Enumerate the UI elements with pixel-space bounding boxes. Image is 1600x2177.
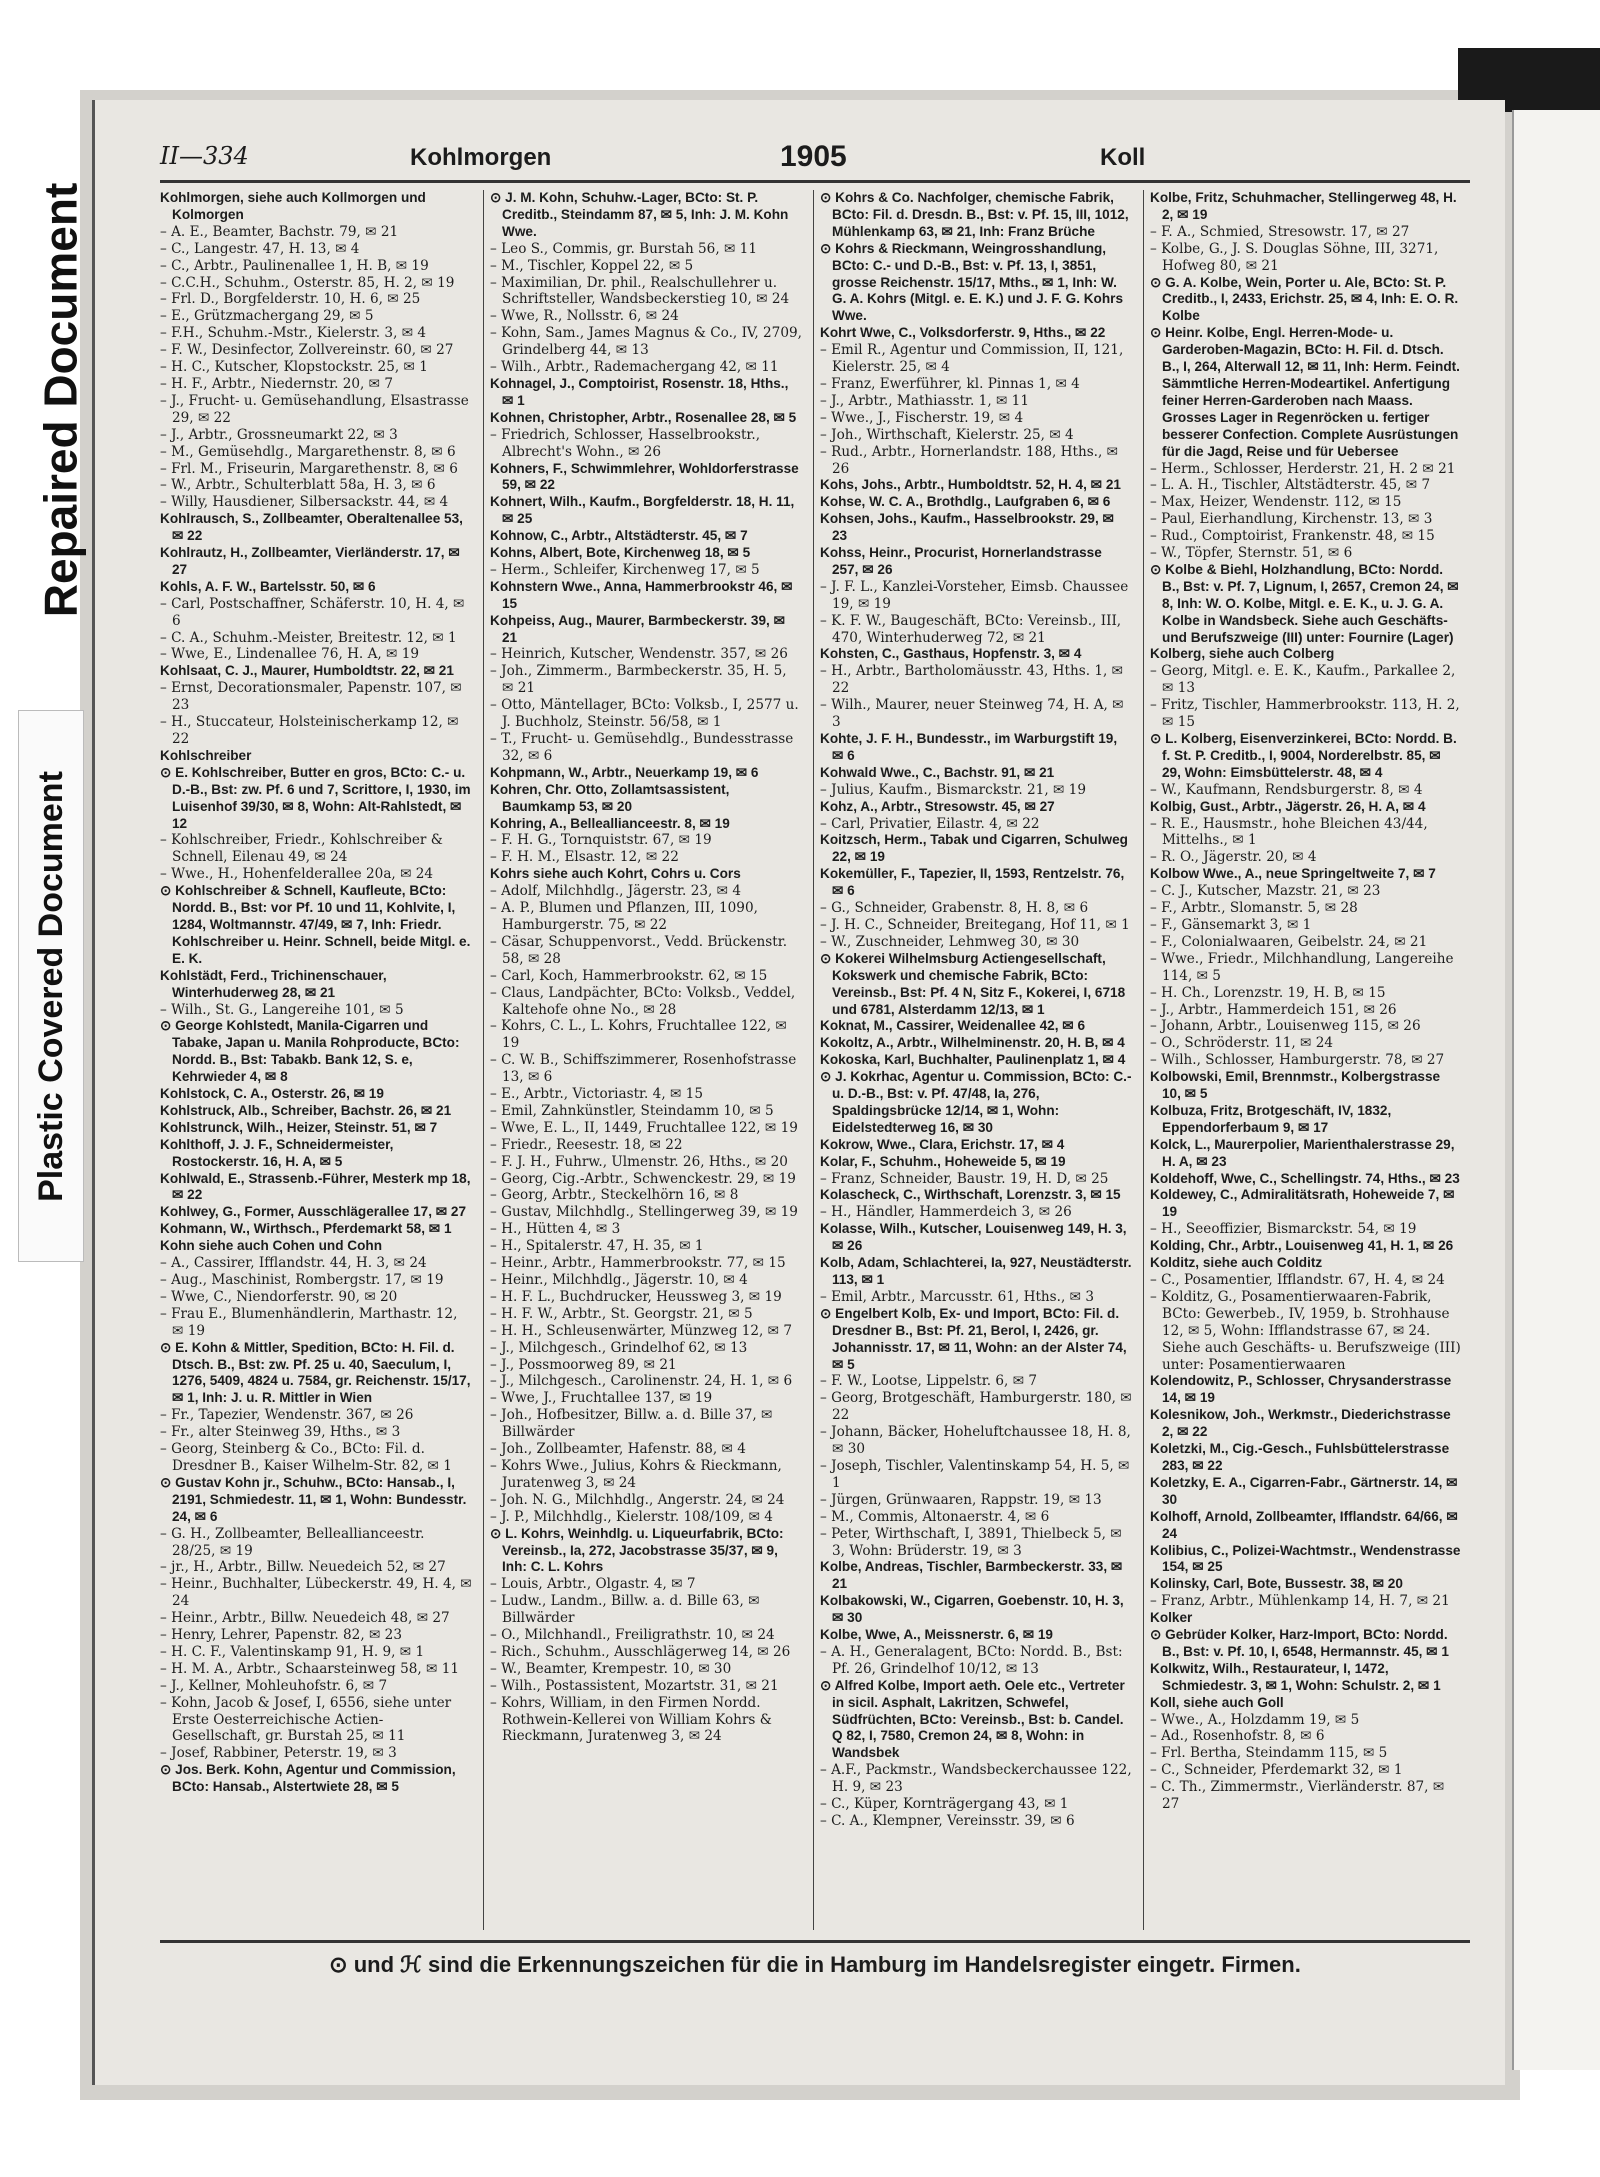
directory-entry: – F. A., Schmied, Stresowstr. 17, ✉ 27 bbox=[1150, 223, 1410, 240]
directory-entry: – T., Frucht- u. Gemüsehdlg., Bundesstrasse 32, ✉ 6 bbox=[490, 731, 794, 764]
directory-entry: Kolascheck, C., Wirthschaft, Lorenzstr. 3, ✉ 15 bbox=[820, 1187, 1121, 1203]
directory-entry: – H., Hütten 4, ✉ 3 bbox=[490, 1221, 621, 1238]
directory-entry: – Carl, Privatier, Eilastr. 4, ✉ 22 bbox=[820, 815, 1040, 832]
column-4 bbox=[1150, 190, 1462, 1930]
directory-entry: – Kohn, Sam., James Magnus & Co., IV, 2709, Grindelberg 44, ✉ 13 bbox=[490, 325, 802, 359]
directory-entry: – Heinr., Milchhdlg., Jägerstr. 10, ✉ 4 bbox=[490, 1272, 748, 1288]
directory-entry: ⊙ G. A. Kolbe, Wein, Porter u. Ale, BCto: St. P. Creditb., I, 2433, Erichstr. 25, ✉ 4, Inh: E. O. R. Kolbe bbox=[1150, 274, 1459, 324]
directory-entry: – Georg, Steinberg & Co., BCto: Fil. d. Dresdner B., Kaiser Wilhelm-Str. 82, ✉ 1 bbox=[160, 1441, 452, 1474]
directory-entry: – Wilh., Postassistent, Mozartstr. 31, ✉ 21 bbox=[490, 1677, 779, 1694]
directory-entry: – G. H., Zollbeamter, Belleallianceestr. 28/25, ✉ 19 bbox=[160, 1525, 425, 1559]
directory-entry: – J., Kellner, Mohleuhofstr. 6, ✉ 7 bbox=[160, 1677, 388, 1694]
directory-entry: – Peter, Wirthschaft, I, 3891, Thielbeck 5, ✉ 3, Wohn: Brüderstr. 19, ✉ 3 bbox=[820, 1525, 1122, 1559]
directory-entry: Kohz, A., Arbtr., Stresowstr. 45, ✉ 27 bbox=[820, 798, 1055, 814]
directory-entry: – Aug., Maschinist, Rombergstr. 17, ✉ 19 bbox=[160, 1272, 444, 1288]
directory-entry: – H. H., Schleusenwärter, Münzweg 12, ✉ 7 bbox=[490, 1322, 793, 1339]
directory-entry: – Herm., Schlosser, Herderstr. 21, H. 2 ✉ 21 bbox=[1150, 460, 1456, 477]
directory-entry: Kolbig, Gust., Arbtr., Jägerstr. 26, H. A, ✉ 4 bbox=[1150, 798, 1426, 814]
directory-entry: – H., Händler, Hammerdeich 3, ✉ 26 bbox=[820, 1204, 1072, 1221]
column-divider bbox=[1143, 190, 1144, 1930]
directory-entry: ⊙ George Kohlstedt, Manila-Cigarren und Tabake, Japan u. Manila Rohproducte, BCto: Nordd. B., Bst: Tabakb. Bank 12, S. e, Kehrwieder 4, ✉ 8 bbox=[160, 1018, 460, 1085]
directory-entry: – Wwe., Friedr., Milchhandlung, Langereihe 114, ✉ 5 bbox=[1150, 950, 1454, 984]
directory-entry: – C., Küper, Kornträgergang 43, ✉ 1 bbox=[820, 1796, 1069, 1813]
directory-entry: – J. H. C., Schneider, Breitegang, Hof 11, ✉ 1 bbox=[820, 916, 1130, 933]
directory-entry: – H. F. L., Buchdrucker, Heussweg 3, ✉ 19 bbox=[490, 1288, 782, 1305]
directory-entry: Kohlschreiber bbox=[160, 747, 252, 763]
directory-entry: Kohwald Wwe., C., Bachstr. 91, ✉ 21 bbox=[820, 764, 1055, 780]
directory-entry: – Heinrich, Kutscher, Wendenstr. 357, ✉ 26 bbox=[490, 646, 788, 663]
directory-entry: Kokrow, Wwe., Clara, Erichstr. 17, ✉ 4 bbox=[820, 1136, 1065, 1152]
directory-entry: Koldehoff, Wwe, C., Schellingstr. 74, Hths., ✉ 23 bbox=[1150, 1170, 1460, 1186]
directory-entry: – R. E., Hausmstr., hohe Bleichen 43/44, Mittelhs., ✉ 1 bbox=[1150, 815, 1428, 849]
directory-entry: ⊙ Heinr. Kolbe, Engl. Herren-Mode- u. Garderoben-Magazin, BCto: H. Fil. d. Dtsch. B., I, 264, Alterwall 12, ✉ 11, Inh: Herm. Feindt. Sämmtliche Herren-Modeartikel. Anfertigung feiner Herren-Garderoben nach Maass. Grosses Lager in Regenröcken u. fertiger besserer Confection. Complete Ausrüstungen für die Jagd, Reise und für Uebersee bbox=[1150, 325, 1460, 459]
directory-entry: – Rud., Comptoirist, Frankenstr. 48, ✉ 15 bbox=[1150, 528, 1435, 545]
directory-entry: – Kolbe, G., J. S. Douglas Söhne, III, 3271, Hofweg 80, ✉ 21 bbox=[1150, 240, 1439, 274]
directory-entry: – Johann, Bäcker, Hoheluftchaussee 18, H. 8, ✉ 30 bbox=[820, 1424, 1131, 1458]
column-2 bbox=[490, 190, 802, 1930]
directory-entry: – Emil R., Agentur und Commission, II, 121, Kielerstr. 25, ✉ 4 bbox=[820, 342, 1124, 376]
directory-entry: ⊙ Kohrs & Rieckmann, Weingrosshandlung, BCto: C.- und D.-B., Bst: v. Pf. 13, I, 3851, grosse Reichenstr. 15/17, Mths., ✉ 1, Inh: W. G. A. Kohrs (Mitgl. e. E. K.) und J. F. G. Kohrs Wwe. bbox=[820, 240, 1124, 324]
directory-entry: – C., Langestr. 47, H. 13, ✉ 4 bbox=[160, 240, 360, 257]
directory-entry: – Otto, Mäntellager, BCto: Volksb., I, 2577 u. J. Buchholz, Steinstr. 56/58, ✉ 1 bbox=[490, 697, 799, 731]
directory-entry: – H., Seeoffizier, Bismarckstr. 54, ✉ 19 bbox=[1150, 1221, 1417, 1238]
directory-entry: – Julius, Kaufm., Bismarckstr. 21, ✉ 19 bbox=[820, 781, 1086, 798]
directory-entry: Kolbow Wwe., A., neue Springeltweite 7, ✉ 7 bbox=[1150, 866, 1436, 882]
directory-entry: ⊙ E. Kohlschreiber, Butter en gros, BCto: C.- u. D.-B., Bst: zw. Pf. 6 und 7, Scrittore, I, 1930, im Luisenhof 39/30, ✉ 8, Wohn: Alt-Rahlstedt, ✉ 12 bbox=[160, 764, 471, 831]
directory-entry: – C. Th., Zimmermstr., Vierländerstr. 87, ✉ 27 bbox=[1150, 1779, 1445, 1813]
directory-entry: – Kohrs, C. L., L. Kohrs, Fruchtallee 122, ✉ 19 bbox=[490, 1018, 787, 1052]
directory-entry: – Jürgen, Grünwaaren, Rappstr. 19, ✉ 13 bbox=[820, 1491, 1102, 1508]
directory-entry: – Leo S., Commis, gr. Burstah 56, ✉ 11 bbox=[490, 240, 757, 257]
directory-entry: Kohnstern Wwe., Anna, Hammerbrookstr 46, ✉ 15 bbox=[490, 578, 793, 611]
directory-entry: Kohnow, C., Arbtr., Altstädterstr. 45, ✉ 7 bbox=[490, 528, 748, 544]
directory-entry: – Rich., Schuhm., Ausschlägerweg 14, ✉ 26 bbox=[490, 1643, 791, 1660]
directory-entry: Koletzki, M., Cig.-Gesch., Fuhlsbüttelerstrasse 283, ✉ 22 bbox=[1150, 1441, 1450, 1473]
directory-entry: – Wilh., Maurer, neuer Steinweg 74, H. A, ✉ 3 bbox=[820, 697, 1124, 731]
directory-entry: – Wwe, J., Fruchtallee 137, ✉ 19 bbox=[490, 1390, 713, 1407]
directory-entry: – M., Gemüsehdlg., Margarethenstr. 8, ✉ 6 bbox=[160, 443, 456, 460]
directory-entry: – Joh. N. G., Milchhdlg., Angerstr. 24, ✉ 24 bbox=[490, 1491, 785, 1508]
column-1 bbox=[160, 190, 472, 1930]
directory-entry: – Carl, Koch, Hammerbrookstr. 62, ✉ 15 bbox=[490, 967, 768, 984]
directory-entry: – F. H. G., Tornquiststr. 67, ✉ 19 bbox=[490, 832, 712, 849]
directory-entry: – Joh., Zollbeamter, Hafenstr. 88, ✉ 4 bbox=[490, 1441, 746, 1458]
directory-entry: – Adolf, Milchhdlg., Jägerstr. 23, ✉ 4 bbox=[490, 883, 741, 900]
directory-entry: Kohlwey, G., Former, Ausschlägerallee 17, ✉ 27 bbox=[160, 1204, 467, 1220]
directory-entry: Koitzsch, Herm., Tabak und Cigarren, Schulweg 22, ✉ 19 bbox=[820, 832, 1128, 865]
column-divider bbox=[813, 190, 814, 1930]
directory-entry: – F.H., Schuhm.-Mstr., Kielerstr. 3, ✉ 4 bbox=[160, 325, 427, 342]
directory-entry: – Friedrich, Schlosser, Hasselbrookstr., Albrecht's Wohn., ✉ 26 bbox=[490, 426, 761, 460]
directory-entry: Kohns, Albert, Bote, Kirchenweg 18, ✉ 5 bbox=[490, 545, 751, 561]
directory-entry: – C. W. B., Schiffszimmerer, Rosenhofstrasse 13, ✉ 6 bbox=[490, 1052, 797, 1086]
directory-entry: – W., Kaufmann, Rendsburgerstr. 8, ✉ 4 bbox=[1150, 781, 1423, 798]
directory-entry: – F., Gänsemarkt 3, ✉ 1 bbox=[1150, 916, 1312, 933]
directory-entry: ⊙ Kohlschreiber & Schnell, Kaufleute, BCto: Nordd. B., Bst: vor Pf. 10 und 11, Kohlvite, I, 1284, Woltmannstr. 47/49, ✉ 7, Inh: Friedr. Kohlschreiber u. Heinr. Schnell, beide Mitgl. e. E. K. bbox=[160, 883, 471, 966]
directory-entry: – Wwe, E., Lindenallee 76, H. A, ✉ 19 bbox=[160, 646, 420, 663]
directory-entry: – Heinr., Arbtr., Billw. Neuedeich 48, ✉ 27 bbox=[160, 1610, 450, 1627]
directory-entry: Kohpmann, W., Arbtr., Neuerkamp 19, ✉ 6 bbox=[490, 764, 759, 780]
column-3 bbox=[820, 190, 1132, 1930]
directory-entry: – H., Stuccateur, Holsteinischerkamp 12, ✉ 22 bbox=[160, 714, 459, 747]
directory-entry: – J. F. L., Kanzlei-Vorsteher, Eimsb. Chaussee 19, ✉ 19 bbox=[820, 578, 1129, 612]
directory-entry: – J., Milchgesch., Grindelhof 62, ✉ 13 bbox=[490, 1339, 748, 1356]
directory-entry: Kolbe, Fritz, Schuhmacher, Stellingerweg 48, H. 2, ✉ 19 bbox=[1150, 190, 1457, 222]
directory-entry: ⊙ J. M. Kohn, Schuhw.-Lager, BCto: St. P. Creditb., Steindamm 87, ✉ 5, Inh: J. M. Kohn Wwe. bbox=[490, 190, 789, 239]
directory-entry: – Franz, Arbtr., Mühlenkamp 14, H. 7, ✉ 21 bbox=[1150, 1593, 1450, 1610]
directory-entry: Kolberg, siehe auch Colberg bbox=[1150, 646, 1335, 662]
directory-entry: – Franz, Ewerführer, kl. Pinnas 1, ✉ 4 bbox=[820, 375, 1080, 392]
directory-entry: Kohlrausch, S., Zollbeamter, Oberaltenallee 53, ✉ 22 bbox=[160, 511, 463, 544]
directory-entry: – Max, Heizer, Wendenstr. 112, ✉ 15 bbox=[1150, 494, 1402, 511]
footer-note: ⊙ und ℋ sind die Erkennungszeichen für die in Hamburg im Handelsregister eingetr. Firmen. bbox=[329, 1952, 1301, 1977]
column-divider bbox=[483, 190, 484, 1930]
directory-entry: Kohren, Chr. Otto, Zollamtsassistent, Baumkamp 53, ✉ 20 bbox=[490, 781, 730, 814]
directory-entry: – C., Schneider, Pferdemarkt 32, ✉ 1 bbox=[1150, 1762, 1403, 1779]
directory-entry: Kohlstädt, Ferd., Trichinenschauer, Winterhuderweg 28, ✉ 21 bbox=[160, 967, 387, 1000]
directory-entry: – A. E., Beamter, Bachstr. 79, ✉ 21 bbox=[160, 223, 399, 240]
directory-entry: Kohring, A., Belleallianceestr. 8, ✉ 19 bbox=[490, 815, 730, 831]
directory-entry: – H. F., Arbtr., Niedernstr. 20, ✉ 7 bbox=[160, 375, 394, 392]
directory-entry: – C. A., Schuhm.-Meister, Breitestr. 12, ✉ 1 bbox=[160, 629, 457, 646]
directory-entry: Kolbe, Andreas, Tischler, Barmbeckerstr. 33, ✉ 21 bbox=[820, 1559, 1123, 1592]
directory-entry: – W., Zuschneider, Lehmweg 30, ✉ 30 bbox=[820, 933, 1080, 950]
last-headword: Koll bbox=[1100, 144, 1146, 171]
directory-entry: – F. J. H., Fuhrw., Ulmenstr. 26, Hths., ✉ 20 bbox=[490, 1153, 788, 1170]
directory-entry: ⊙ Alfred Kolbe, Import aeth. Oele etc., Vertreter in sicil. Asphalt, Lakritzen, Schwefel, Südfrüchten, BCto: Vereinsb., Bst: b. Candel. Q 82, I, 7580, Cremon 24, ✉ 8, Wohn: in Wandsbek bbox=[820, 1677, 1125, 1761]
directory-entry: – J., Possmoorweg 89, ✉ 21 bbox=[490, 1356, 677, 1373]
directory-entry: – Wilh., Schlosser, Hamburgerstr. 78, ✉ 27 bbox=[1150, 1052, 1445, 1069]
directory-entry: – W., Arbtr., Schulterblatt 58a, H. 3, ✉ 6 bbox=[160, 477, 436, 494]
directory-entry: – C. A., Klempner, Vereinsstr. 39, ✉ 6 bbox=[820, 1813, 1075, 1829]
directory-entry: – O., Milchhandl., Freiligrathstr. 10, ✉ 24 bbox=[490, 1627, 775, 1644]
directory-entry: – Heinr., Buchhalter, Lübeckerstr. 49, H. 4, ✉ 24 bbox=[160, 1576, 472, 1610]
directory-entry: – Frau E., Blumenhändlerin, Marthastr. 12, ✉ 19 bbox=[160, 1305, 458, 1339]
directory-entry: – M., Tischler, Koppel 22, ✉ 5 bbox=[490, 257, 694, 274]
directory-entry: Koknat, M., Cassirer, Weidenallee 42, ✉ 6 bbox=[820, 1018, 1085, 1034]
directory-entry: – Frl. D., Borgfelderstr. 10, H. 6, ✉ 25 bbox=[160, 291, 421, 308]
first-headword: Kohlmorgen bbox=[410, 144, 552, 171]
directory-entry: – Emil, Zahnkünstler, Steindamm 10, ✉ 5 bbox=[490, 1102, 774, 1119]
directory-entry: Kohlthoff, J. J. F., Schneidermeister, Rostockerstr. 16, H. A, ✉ 5 bbox=[160, 1136, 394, 1169]
directory-entry: Kolesnikow, Joh., Werkmstr., Diederichstrasse 2, ✉ 22 bbox=[1150, 1407, 1451, 1440]
directory-entry: Kohsen, Johs., Kaufm., Hasselbrookstr. 29, ✉ 23 bbox=[820, 511, 1114, 544]
directory-entry: Kolendowitz, P., Schlosser, Chrysanderstrasse 14, ✉ 19 bbox=[1150, 1373, 1452, 1406]
directory-entry: – Kolditz, G., Posamentierwaaren-Fabrik, BCto: Gewerbeb., IV, 1959, b. Strohhause 12, ✉ 5, Wohn: Ifflandstrasse 67, ✉ 24. Siehe auch Geschäfts- u. Berufszweige (III) unter: Posamentierwaaren bbox=[1150, 1288, 1461, 1373]
directory-entry: – Wwe, R., Nollsstr. 6, ✉ 24 bbox=[490, 308, 679, 325]
directory-entry: – Franz, Schneider, Baustr. 19, H. D, ✉ 25 bbox=[820, 1170, 1109, 1187]
directory-entry: Kolbuza, Fritz, Brotgeschäft, IV, 1832, Eppendorferbaum 9, ✉ 17 bbox=[1150, 1102, 1392, 1135]
directory-entry: – Herm., Schleifer, Kirchenweg 17, ✉ 5 bbox=[490, 561, 760, 578]
repaired-document-label: Repaired Document bbox=[34, 182, 86, 618]
directory-entry: Kohs, Johs., Arbtr., Humboldtstr. 52, H. 4, ✉ 21 bbox=[820, 477, 1121, 493]
directory-entry: Kolar, F., Schuhm., Hoheweide 5, ✉ 19 bbox=[820, 1153, 1066, 1169]
directory-entry: Kolbakowski, W., Cigarren, Goebenstr. 10, H. 3, ✉ 30 bbox=[820, 1593, 1124, 1626]
directory-entry: – R. O., Jägerstr. 20, ✉ 4 bbox=[1150, 849, 1317, 866]
directory-entry: – K. F. W., Baugeschäft, BCto: Vereinsb., III, 470, Winterhuderweg 72, ✉ 21 bbox=[820, 612, 1122, 646]
directory-entry: – Wilh., Arbtr., Rademachergang 42, ✉ 11 bbox=[490, 359, 779, 376]
directory-entry: – Georg, Arbtr., Steckelhörn 16, ✉ 8 bbox=[490, 1187, 739, 1204]
directory-entry: – Carl, Postschaffner, Schäferstr. 10, H. 4, ✉ 6 bbox=[160, 595, 465, 629]
directory-entry: – Ad., Rosenhofstr. 8, ✉ 6 bbox=[1150, 1728, 1325, 1745]
directory-entry: ⊙ L. Kohrs, Weinhdlg. u. Liqueurfabrik, BCto: Vereinsb., Ia, 272, Jacobstrasse 35/37, ✉ 9, Inh: C. L. Kohrs bbox=[490, 1525, 784, 1575]
header-rule bbox=[160, 180, 1470, 183]
directory-entry: ⊙ L. Kolberg, Eisenverzinkerei, BCto: Nordd. B. f. St. P. Creditb., I, 9004, Norderelbstr. 85, ✉ 29, Wohn: Eimsbüttelerstr. 48, ✉ 4 bbox=[1150, 731, 1457, 780]
directory-entry: – Kohlschreiber, Friedr., Kohlschreiber & Schnell, Eilenau 49, ✉ 24 bbox=[160, 832, 443, 866]
directory-entry: ⊙ J. Kokrhac, Agentur u. Commission, BCto: C.- u. D.-B., Bst: v. Pf. 47/48, Ia, 276, Spaldingsbrücke 12/14, ✉ 1, Wohn: Eidelstedterweg 16, ✉ 30 bbox=[820, 1069, 1132, 1135]
directory-entry: Kohlwald, E., Strassenb.-Führer, Mesterk mp 18, ✉ 22 bbox=[160, 1170, 471, 1203]
directory-entry: ⊙ Kokerei Wilhelmsburg Actiengesellschaft, Kokswerk und chemische Fabrik, BCto: Vereinsb., Bst: Pf. 4 N, Sitz F., Kokerei, I, 6718 und 6781, Alsterdamm 12/13, ✉ 1 bbox=[820, 950, 1126, 1017]
directory-entry: Kohnen, Christopher, Arbtr., Rosenallee 28, ✉ 5 bbox=[490, 409, 797, 425]
directory-entry: – H., Spitalerstr. 47, H. 35, ✉ 1 bbox=[490, 1238, 704, 1255]
directory-entry: Kohlstrunck, Wilh., Heizer, Steinstr. 51, ✉ 7 bbox=[160, 1119, 438, 1135]
directory-entry: Kolker bbox=[1150, 1610, 1193, 1626]
directory-entry: ⊙ Jos. Berk. Kohn, Agentur und Commission, BCto: Hansab., Alstertwiete 28, ✉ 5 bbox=[160, 1762, 456, 1795]
directory-entry: – E., Arbtr., Victoriastr. 4, ✉ 15 bbox=[490, 1086, 703, 1103]
directory-entry: Kolkwitz, Wilh., Restaurateur, I, 1472, Schmiedestr. 3, ✉ 1, Wohn: Schulstr. 2, ✉ 1 bbox=[1150, 1660, 1441, 1693]
directory-entry: Kohsten, C., Gasthaus, Hopfenstr. 3, ✉ 4 bbox=[820, 646, 1082, 662]
directory-entry: – Kohrs, William, in den Firmen Nordd. Rothwein-Kellerei von William Kohrs & Rieckmann, Juratenweg 3, ✉ 24 bbox=[490, 1694, 772, 1745]
directory-entry: – Fritz, Tischler, Hammerbrookstr. 113, H. 2, ✉ 15 bbox=[1150, 697, 1460, 731]
directory-entry: Kohlrautz, H., Zollbeamter, Vierländerstr. 17, ✉ 27 bbox=[160, 545, 460, 577]
directory-entry: Kohlmorgen, siehe auch Kollmorgen und Kolmorgen bbox=[160, 190, 426, 222]
directory-entry: – Ludw., Landm., Billw. a. d. Bille 63, ✉ Billwärder bbox=[490, 1593, 760, 1627]
directory-entry: – Joh., Wirthschaft, Kielerstr. 25, ✉ 4 bbox=[820, 426, 1074, 443]
adjacent-page-edge bbox=[1512, 110, 1600, 2070]
directory-entry: Kohnert, Wilh., Kaufm., Borgfelderstr. 18, H. 11, ✉ 25 bbox=[490, 494, 795, 527]
directory-entry: – F. H. M., Elsastr. 12, ✉ 22 bbox=[490, 849, 679, 866]
directory-entry: – Claus, Landpächter, BCto: Volksb., Veddel, Kaltehofe ohne No., ✉ 28 bbox=[490, 984, 796, 1018]
directory-entry: – F., Arbtr., Slomanstr. 5, ✉ 28 bbox=[1150, 900, 1358, 917]
directory-entry: ⊙ Gustav Kohn jr., Schuhw., BCto: Hansab., I, 2191, Schmiedestr. 11, ✉ 1, Wohn: Bundesstr. 24, ✉ 6 bbox=[160, 1474, 467, 1524]
directory-entry: Koll, siehe auch Goll bbox=[1150, 1694, 1284, 1710]
directory-entry: Kolibius, C., Polizei-Wachtmstr., Wendenstrasse 154, ✉ 25 bbox=[1150, 1542, 1461, 1575]
directory-entry: – H., Arbtr., Bartholomäusstr. 43, Hths. 1, ✉ 22 bbox=[820, 663, 1124, 697]
directory-entry: ⊙ Engelbert Kolb, Ex- und Import, BCto: Fil. d. Dresdner B., Bst: Pf. 21, Berol, I, 2426, gr. Johannisstr. 17, ✉ 11, Wohn: an der Alster 74, ✉ 5 bbox=[820, 1305, 1127, 1372]
directory-entry: Kohlsaat, C. J., Maurer, Humboldtstr. 22, ✉ 21 bbox=[160, 663, 454, 679]
directory-entry: Kohners, F., Schwimmlehrer, Wohldorferstrasse 59, ✉ 22 bbox=[490, 460, 799, 493]
directory-entry: – Gustav, Milchhdlg., Stellingerweg 39, ✉ 19 bbox=[490, 1204, 798, 1221]
directory-entry: – F. W., Lootse, Lippelstr. 6, ✉ 7 bbox=[820, 1373, 1038, 1390]
directory-entry: – Ernst, Decorationsmaler, Papenstr. 107, ✉ 23 bbox=[160, 680, 462, 714]
footer-rule bbox=[160, 1940, 1470, 1943]
directory-entry: – Henry, Lehrer, Papenstr. 82, ✉ 23 bbox=[160, 1627, 402, 1644]
directory-entry: – Rud., Arbtr., Hornerlandstr. 188, Hths., ✉ 26 bbox=[820, 443, 1119, 477]
directory-entry: – Paul, Eierhandlung, Kirchenstr. 13, ✉ 3 bbox=[1150, 511, 1433, 528]
page-header bbox=[160, 140, 1480, 180]
directory-entry: – A. P., Blumen und Pflanzen, III, 1090, Hamburgerstr. 75, ✉ 22 bbox=[490, 900, 758, 933]
directory-entry: – J., Frucht- u. Gemüsehandlung, Elsastrasse 29, ✉ 22 bbox=[160, 392, 469, 426]
directory-entry: Kokemüller, F., Tapezier, II, 1593, Rentzelstr. 76, ✉ 6 bbox=[820, 866, 1125, 899]
directory-entry: – Kohn, Jacob & Josef, I, 6556, siehe unter Erste Oesterreichische Actien-Gesellschaft, gr. Burstah 25, ✉ 11 bbox=[160, 1694, 452, 1745]
directory-entry: – Emil, Arbtr., Marcusstr. 61, Hths., ✉ 3 bbox=[820, 1288, 1094, 1305]
directory-entry: Kohnagel, J., Comptoirist, Rosenstr. 18, Hths., ✉ 1 bbox=[490, 375, 789, 408]
directory-entry: – J., Arbtr., Mathiasstr. 1, ✉ 11 bbox=[820, 392, 1029, 409]
directory-entry: – H. C., Kutscher, Klopstockstr. 25, ✉ 1 bbox=[160, 359, 428, 376]
directory-entry: – Heinr., Arbtr., Hammerbrookstr. 77, ✉ 15 bbox=[490, 1255, 786, 1272]
directory-entry: – Friedr., Reesestr. 18, ✉ 22 bbox=[490, 1136, 683, 1153]
directory-entry: Kohmann, W., Wirthsch., Pferdemarkt 58, ✉ 1 bbox=[160, 1221, 452, 1237]
directory-entry: – M., Commis, Altonaerstr. 4, ✉ 6 bbox=[820, 1508, 1050, 1525]
directory-entry: – J., Arbtr., Hammerdeich 151, ✉ 26 bbox=[1150, 1001, 1397, 1018]
directory-entry: – C., Posamentier, Ifflandstr. 67, H. 4, ✉ 24 bbox=[1150, 1272, 1445, 1288]
directory-entry: – Willy, Hausdiener, Silbersackstr. 44, ✉ 4 bbox=[160, 494, 449, 511]
directory-entry: – Wwe., J., Fischerstr. 19, ✉ 4 bbox=[820, 409, 1024, 426]
directory-entry: Kolinsky, Carl, Bote, Bussestr. 38, ✉ 20 bbox=[1150, 1576, 1403, 1592]
directory-entry: – A. H., Generalagent, BCto: Nordd. B., Bst: Pf. 26, Grindelhof 10/12, ✉ 13 bbox=[820, 1643, 1123, 1677]
directory-entry: – J., Arbtr., Grossneumarkt 22, ✉ 3 bbox=[160, 426, 398, 443]
directory-entry: Kolbowski, Emil, Brennmstr., Kolbergstrasse 10, ✉ 5 bbox=[1150, 1069, 1441, 1102]
directory-entry: Kokoltz, A., Arbtr., Wilhelminenstr. 20, H. B, ✉ 4 bbox=[820, 1035, 1125, 1051]
directory-entry: – C.C.H., Schuhm., Osterstr. 85, H. 2, ✉ 19 bbox=[160, 274, 455, 291]
directory-entry: – F., Colonialwaaren, Geibelstr. 24, ✉ 21 bbox=[1150, 933, 1428, 950]
directory-entry: ⊙ E. Kohn & Mittler, Spedition, BCto: H. Fil. d. Dtsch. B., Bst: zw. Pf. 25 u. 40, Saeculum, I, 1276, 5409, 4824 u. 7584, gr. Reichenstr. 15/17, ✉ 1, Inh: J. u. R. Mittler in Wien bbox=[160, 1339, 471, 1406]
directory-entry: – Georg, Brotgeschäft, Hamburgerstr. 180, ✉ 22 bbox=[820, 1390, 1132, 1424]
directory-entry: – W., Beamter, Krempestr. 10, ✉ 30 bbox=[490, 1660, 732, 1677]
directory-entry: – Frl. Bertha, Steindamm 115, ✉ 5 bbox=[1150, 1745, 1388, 1762]
directory-entry: – Kohrs Wwe., Julius, Kohrs & Rieckmann, Juratenweg 3, ✉ 24 bbox=[490, 1457, 782, 1491]
directory-entry: – Fr., alter Steinweg 39, Hths., ✉ 3 bbox=[160, 1424, 401, 1441]
directory-entry: Kohrt Wwe, C., Volksdorferstr. 9, Hths., ✉ 22 bbox=[820, 325, 1106, 341]
directory-entry: Kokoska, Karl, Buchhalter, Paulinenplatz 1, ✉ 4 bbox=[820, 1052, 1126, 1068]
directory-entry: – Maximilian, Dr. phil., Realschullehrer u. Schriftsteller, Wandsbeckerstieg 10, ✉ 24 bbox=[490, 274, 790, 308]
directory-entry: Kohpeiss, Aug., Maurer, Barmbeckerstr. 39, ✉ 21 bbox=[490, 612, 785, 645]
directory-entry: – jr., H., Arbtr., Billw. Neuedeich 52, ✉ 27 bbox=[160, 1559, 446, 1576]
directory-entry: – Joh., Zimmerm., Barmbeckerstr. 35, H. 5, ✉ 21 bbox=[490, 663, 787, 697]
directory-entry: – Josef, Rabbiner, Peterstr. 19, ✉ 3 bbox=[160, 1745, 397, 1762]
directory-entry: – F. W., Desinfector, Zollvereinstr. 60, ✉ 27 bbox=[160, 342, 454, 359]
directory-entry: – Joh., Hofbesitzer, Billw. a. d. Bille 37, ✉ Billwärder bbox=[490, 1407, 773, 1441]
plastic-covered-label: Plastic Covered Document bbox=[18, 710, 84, 1262]
directory-entry: Kohlstock, C. A., Osterstr. 26, ✉ 19 bbox=[160, 1086, 384, 1102]
directory-entry: – J. P., Milchhdlg., Kielerstr. 108/109, ✉ 4 bbox=[490, 1508, 773, 1525]
directory-entry: – Frl. M., Friseurin, Margarethenstr. 8, ✉ 6 bbox=[160, 460, 458, 477]
directory-entry: – Joseph, Tischler, Valentinskamp 54, H. 5, ✉ 1 bbox=[820, 1457, 1130, 1491]
directory-entry: – Georg, Mitgl. e. E. K., Kaufm., Parkallee 2, ✉ 13 bbox=[1150, 663, 1456, 697]
directory-entry: Kohn siehe auch Cohen und Cohn bbox=[160, 1238, 383, 1254]
directory-entry: – Wwe., A., Holzdamm 19, ✉ 5 bbox=[1150, 1711, 1360, 1728]
page-number: II—334 bbox=[160, 142, 249, 170]
directory-entry: – H. C. F., Valentinskamp 91, H. 9, ✉ 1 bbox=[160, 1643, 425, 1660]
directory-entry: Kolditz, siehe auch Colditz bbox=[1150, 1255, 1323, 1271]
directory-entry: – H. Ch., Lorenzstr. 19, H. B, ✉ 15 bbox=[1150, 984, 1386, 1001]
directory-entry: Kolding, Chr., Arbtr., Louisenweg 41, H. 1, ✉ 26 bbox=[1150, 1238, 1454, 1254]
directory-entry: – O., Schröderstr. 11, ✉ 24 bbox=[1150, 1035, 1334, 1052]
directory-entry: – H. F. W., Arbtr., St. Georgstr. 21, ✉ 5 bbox=[490, 1305, 753, 1322]
directory-entry: – H. M. A., Arbtr., Schaarsteinweg 58, ✉ 11 bbox=[160, 1660, 460, 1677]
directory-entry: Kohte, J. F. H., Bundesstr., im Warburgstift 19, ✉ 6 bbox=[820, 731, 1118, 763]
directory-entry: – Wwe, E. L., II, 1449, Fruchtallee 122, ✉ 19 bbox=[490, 1119, 798, 1136]
directory-entry: – E., Grützmachergang 29, ✉ 5 bbox=[160, 308, 374, 325]
directory-entry: – Wilh., St. G., Langereihe 101, ✉ 5 bbox=[160, 1001, 404, 1018]
directory-entry: Koldewey, C., Admiralitätsrath, Hoheweide 7, ✉ 19 bbox=[1150, 1187, 1455, 1220]
directory-entry: – Cäsar, Schuppenvorst., Vedd. Brückenstr. 58, ✉ 28 bbox=[490, 933, 788, 967]
directory-entry: ⊙ Gebrüder Kolker, Harz-Import, BCto: Nordd. B., Bst: v. Pf. 10, I, 6548, Hermannstr. 45, ✉ 1 bbox=[1150, 1627, 1449, 1659]
directory-entry: – C., Arbtr., Paulinenallee 1, H. B, ✉ 19 bbox=[160, 257, 429, 274]
directory-entry: – W., Töpfer, Sternstr. 51, ✉ 6 bbox=[1150, 545, 1353, 562]
directory-entry: Kolbe, Wwe, A., Meissnerstr. 6, ✉ 19 bbox=[820, 1627, 1053, 1643]
directory-entry: Kohls, A. F. W., Bartelsstr. 50, ✉ 6 bbox=[160, 578, 376, 594]
directory-entry: – Fr., Tapezier, Wendenstr. 367, ✉ 26 bbox=[160, 1407, 414, 1424]
directory-entry: Kolck, L., Maurerpolier, Marienthalerstrasse 29, H. A, ✉ 23 bbox=[1150, 1136, 1455, 1169]
directory-entry: – A.F., Packmstr., Wandsbeckerchaussee 122, H. 9, ✉ 23 bbox=[820, 1762, 1132, 1796]
directory-entry: Kolasse, Wilh., Kutscher, Louisenweg 149, H. 3, ✉ 26 bbox=[820, 1221, 1127, 1254]
directory-entry: Kohrs siehe auch Kohrt, Cohrs u. Cors bbox=[490, 866, 741, 882]
directory-entry: ⊙ Kohrs & Co. Nachfolger, chemische Fabrik, BCto: Fil. d. Dresdn. B., Bst: v. Pf. 15, III, 1012, Mühlenkamp 63, ✉ 21, Inh: Franz Brüche bbox=[820, 190, 1129, 239]
directory-entry: Kohse, W. C. A., Brothdlg., Laufgraben 6, ✉ 6 bbox=[820, 494, 1111, 510]
directory-entry: Kohlstruck, Alb., Schreiber, Bachstr. 26, ✉ 21 bbox=[160, 1102, 452, 1118]
directory-entry: – A., Cassirer, Ifflandstr. 44, H. 3, ✉ 24 bbox=[160, 1255, 427, 1272]
directory-entry: – Johann, Arbtr., Louisenweg 115, ✉ 26 bbox=[1150, 1018, 1421, 1035]
directory-entry: Kolhoff, Arnold, Zollbeamter, Ifflandstr. 64/66, ✉ 24 bbox=[1150, 1508, 1458, 1541]
directory-entry: ⊙ Kolbe & Biehl, Holzhandlung, BCto: Nordd. B., Bst: v. Pf. 7, Lignum, I, 2657, Cremon 24, ✉ 8, Inh: W. O. Kolbe, Mitgl. e. E. K., u. J. G. A. Kolbe in Wandsbeck. Siehe auch Geschäfts- und Berufszweige (III) unter: Fournire (Lager) bbox=[1150, 561, 1459, 645]
directory-entry: – Georg, Cig.-Arbtr., Schwenckestr. 29, ✉ 19 bbox=[490, 1170, 796, 1187]
year: 1905 bbox=[780, 140, 847, 173]
directory-entry: – L. A. H., Tischler, Altstädterstr. 45, ✉ 7 bbox=[1150, 477, 1431, 494]
directory-entry: – C. J., Kutscher, Mazstr. 21, ✉ 23 bbox=[1150, 883, 1381, 900]
directory-entry: – Louis, Arbtr., Olgastr. 4, ✉ 7 bbox=[490, 1576, 696, 1593]
directory-entry: Koletzky, E. A., Cigarren-Fabr., Gärtnerstr. 14, ✉ 30 bbox=[1150, 1474, 1458, 1507]
directory-entry: – J., Milchgesch., Carolinenstr. 24, H. 1, ✉ 6 bbox=[490, 1373, 793, 1390]
directory-entry: – Wwe., H., Hohenfelderallee 20a, ✉ 24 bbox=[160, 866, 434, 883]
directory-entry: Kohss, Heinr., Procurist, Hornerlandstrasse 257, ✉ 26 bbox=[820, 545, 1102, 577]
directory-entry: Kolb, Adam, Schlachterei, Ia, 927, Neustädterstr. 113, ✉ 1 bbox=[820, 1255, 1132, 1287]
directory-entry: – G., Schneider, Grabenstr. 8, H. 8, ✉ 6 bbox=[820, 900, 1089, 917]
directory-entry: – Wwe, C., Niendorferstr. 90, ✉ 20 bbox=[160, 1288, 398, 1305]
